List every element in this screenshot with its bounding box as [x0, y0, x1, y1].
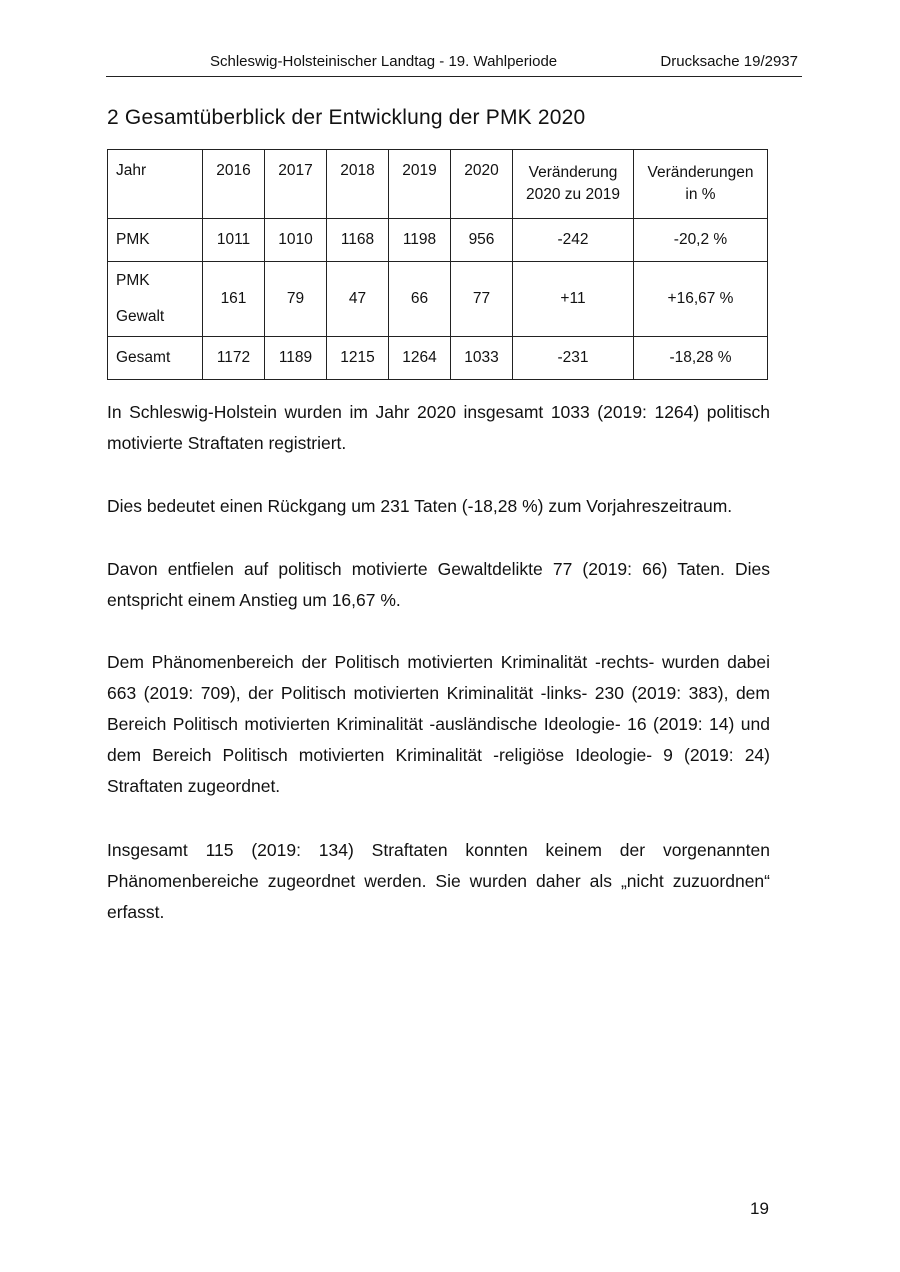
- table-cell: 66: [389, 262, 451, 337]
- table-cell: 1215: [327, 337, 389, 380]
- header-cell-change-percent: [634, 150, 768, 219]
- table-cell: 161: [203, 262, 265, 337]
- row-label: Gesamt: [108, 337, 203, 380]
- table-cell-percent: -20,2 %: [634, 219, 768, 262]
- table-cell: 1010: [265, 219, 327, 262]
- header-cell-2020: 2020: [451, 150, 513, 219]
- header-pct-line1: Veränderungen: [647, 164, 754, 181]
- paragraph-unassigned: Insgesamt 115 (2019: 134) Straftaten konnten keinem der vorgenannten Phänomenbereiche zugeordnet werden. Sie wurden daher als „nicht zuzuordnen“ erfasst.: [107, 840, 770, 922]
- paragraph-violence: Davon entfielen auf politisch motivierte Gewaltdelikte 77 (2019: 66) Taten. Dies entspricht einem Anstieg um 16,67 %.: [107, 559, 770, 610]
- table-cell-change: -242: [513, 219, 634, 262]
- table-cell-change: +11: [513, 262, 634, 337]
- header-cell-2017: 2017: [265, 150, 327, 219]
- table-cell: 79: [265, 262, 327, 337]
- table-cell: 47: [327, 262, 389, 337]
- paragraph-phenomena: Dem Phänomenbereich der Politisch motivierten Kriminalität -rechts- wurden dabei 663 (2019: 709), der Politisch motivierten Kriminalität -links- 230 (2019: 383), dem Bereich Politisch motivierten Kriminalität -ausländische Ideologie- 16 (2019: 14) und dem Bereich Politisch motivierten Kriminalität -religiöse Ideologie- 9 (2019: 24) Straftaten zugeordnet.: [107, 652, 770, 796]
- page-header: [106, 50, 802, 77]
- header-cell-2016: 2016: [203, 150, 265, 219]
- header-cell-change: [513, 150, 634, 219]
- table-cell: 77: [451, 262, 513, 337]
- pmk-statistics-table: [107, 149, 768, 380]
- section-title: 2 Gesamtüberblick der Entwicklung der PMK 2020: [107, 106, 586, 129]
- header-cell-2018: 2018: [327, 150, 389, 219]
- table-cell-change: -231: [513, 337, 634, 380]
- table-cell-percent: -18,28 %: [634, 337, 768, 380]
- table-cell: 956: [451, 219, 513, 262]
- table-cell: 1172: [203, 337, 265, 380]
- row-label-line2: Gewalt: [116, 308, 165, 325]
- header-change-line1: Veränderung: [528, 164, 618, 181]
- paragraph-decline: Dies bedeutet einen Rückgang um 231 Taten (-18,28 %) zum Vorjahreszeitraum.: [107, 496, 733, 516]
- table-cell: 1189: [265, 337, 327, 380]
- row-label-line1: PMK: [116, 272, 150, 289]
- header-cell-2019: 2019: [389, 150, 451, 219]
- table-row: [108, 262, 768, 337]
- table-cell: 1011: [203, 219, 265, 262]
- header-document-title: Schleswig-Holsteinischer Landtag - 19. Wahlperiode: [210, 53, 558, 70]
- row-label: PMK: [108, 219, 203, 262]
- header-document-number: Drucksache 19/2937: [660, 53, 798, 70]
- header-cell-year: Jahr: [108, 150, 203, 219]
- row-label: [108, 262, 203, 337]
- paragraph-total: In Schleswig-Holstein wurden im Jahr 2020 insgesamt 1033 (2019: 1264) politisch motivierte Straftaten registriert.: [107, 402, 770, 453]
- header-change-line2: 2020 zu 2019: [526, 186, 620, 203]
- table-cell: 1033: [451, 337, 513, 380]
- page-number: 19: [750, 1199, 769, 1218]
- header-pct-line2: in %: [685, 186, 716, 203]
- table-header-row: [108, 150, 768, 219]
- table-row: [108, 219, 768, 262]
- table-row: [108, 337, 768, 380]
- table-cell-percent: +16,67 %: [634, 262, 768, 337]
- table-cell: 1168: [327, 219, 389, 262]
- table-cell: 1198: [389, 219, 451, 262]
- table-cell: 1264: [389, 337, 451, 380]
